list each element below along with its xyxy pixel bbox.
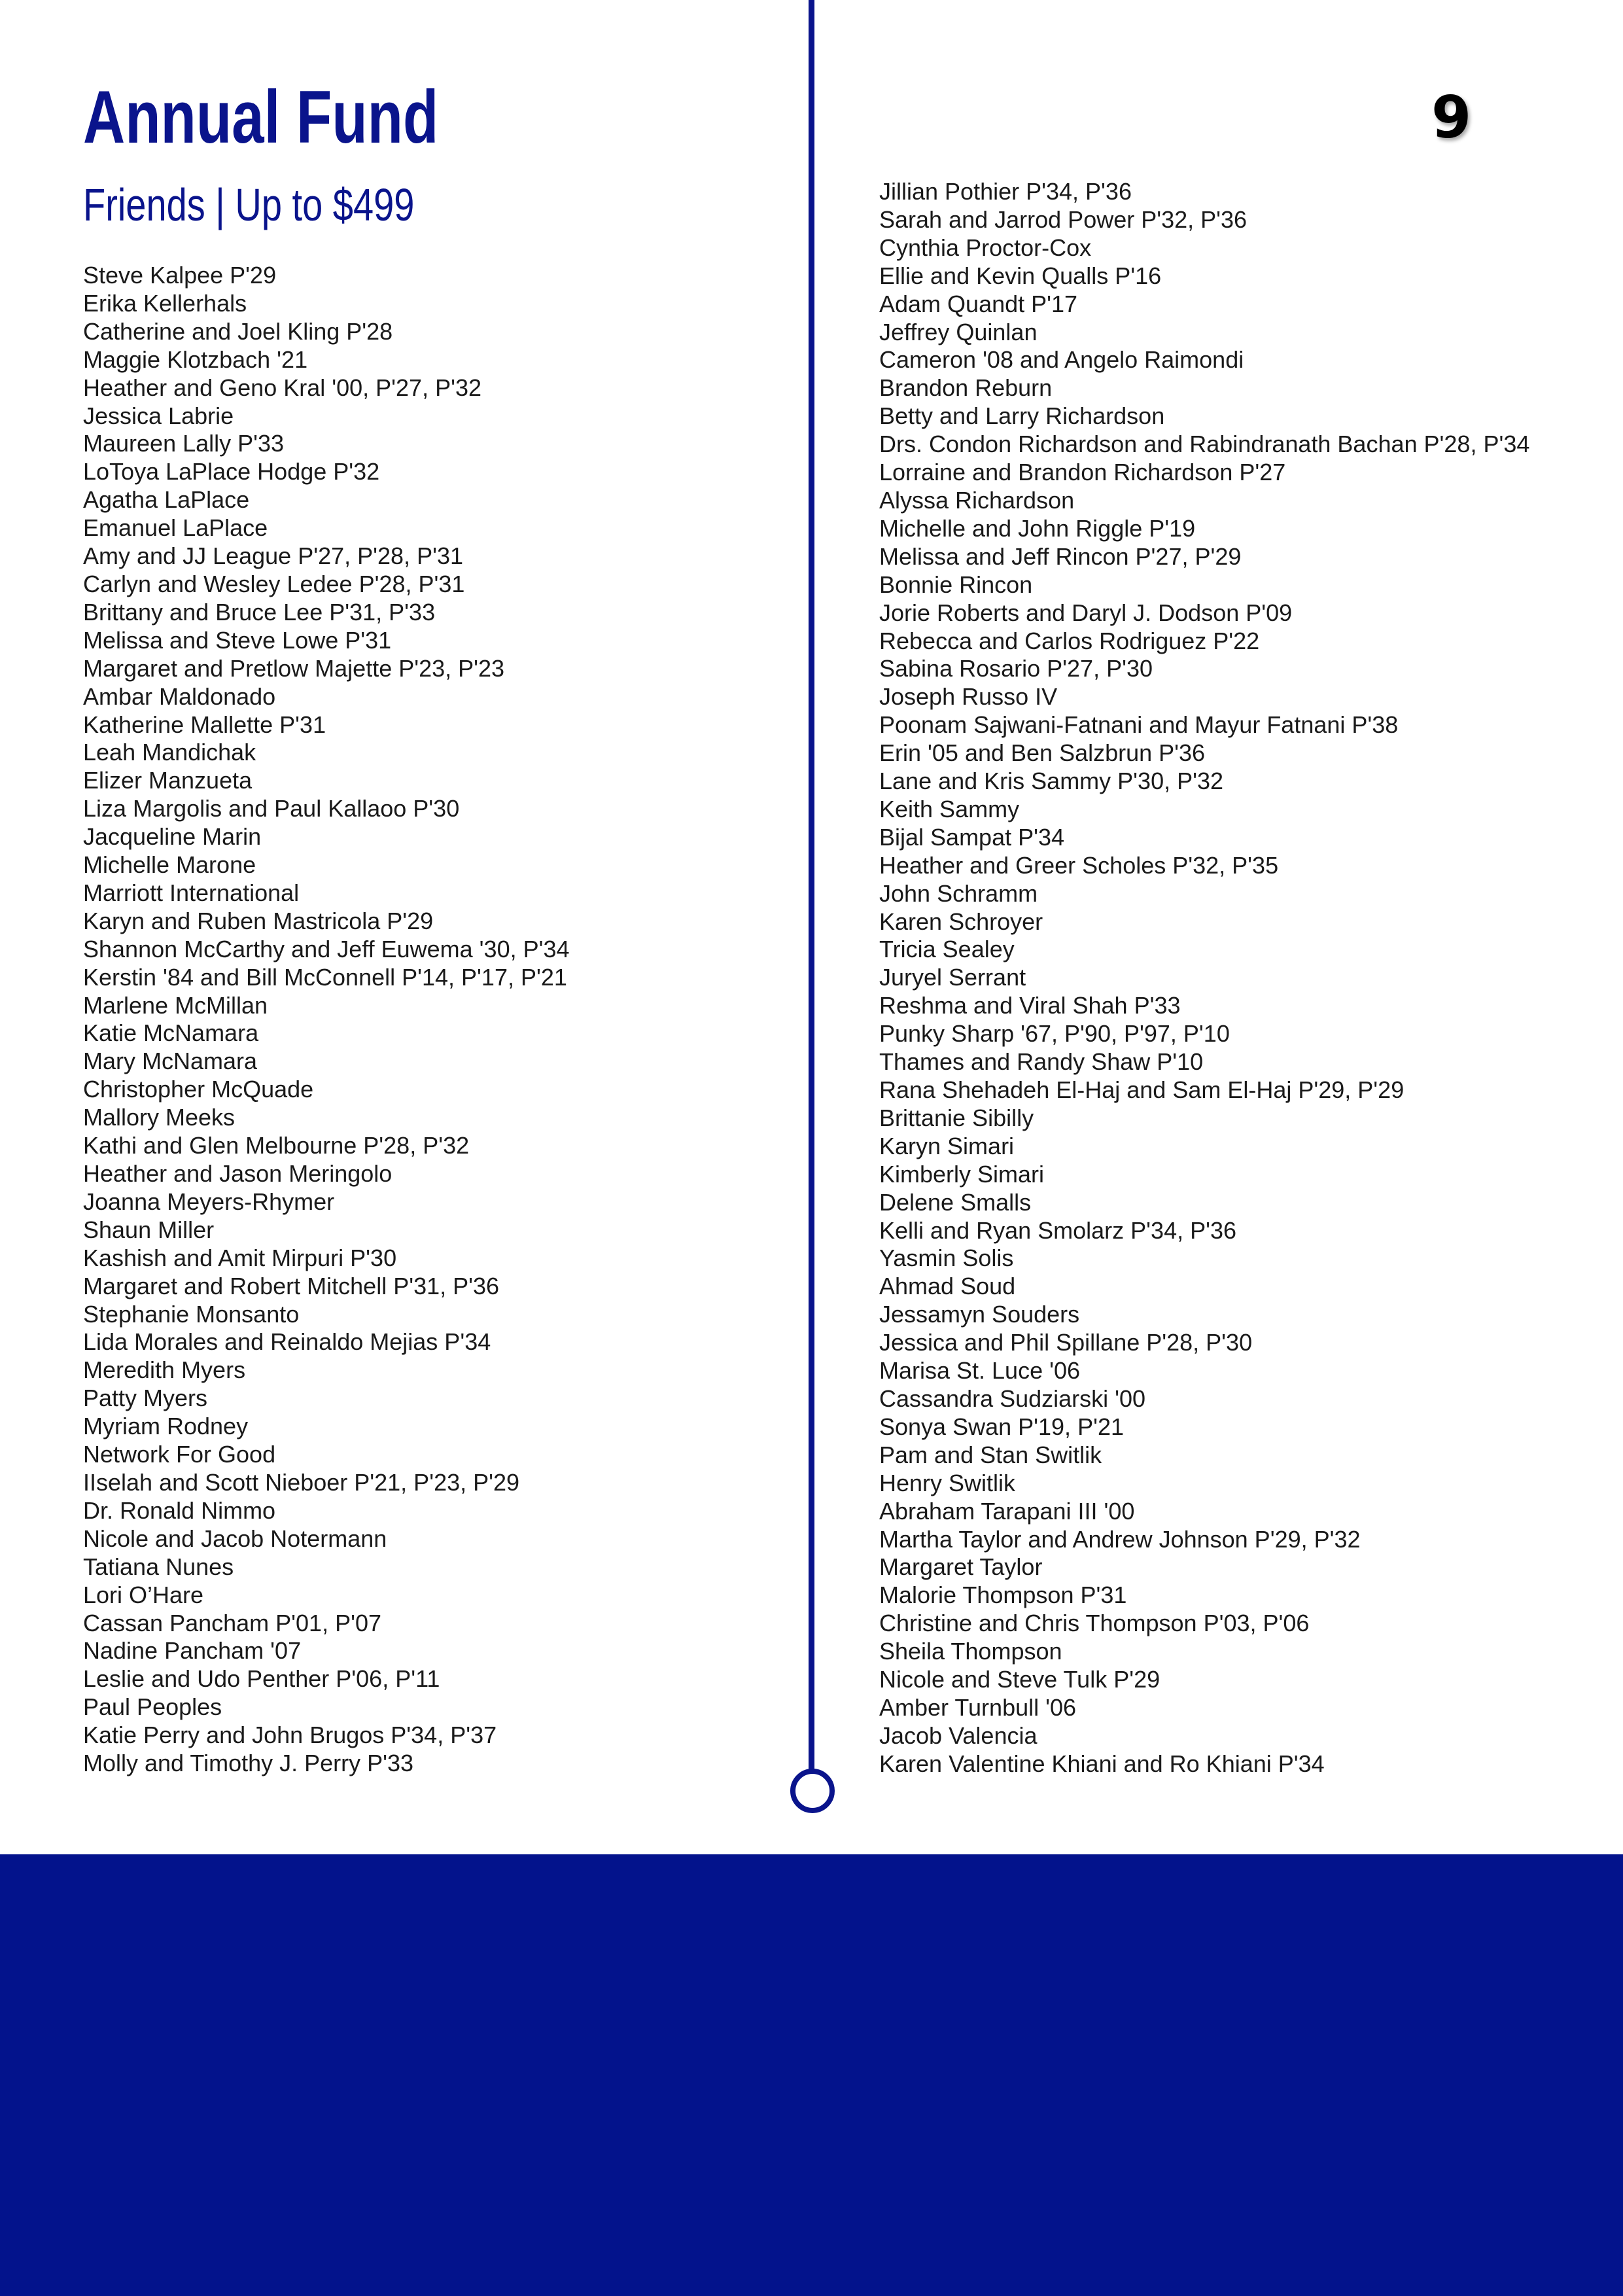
donor-name: Cameron '08 and Angelo Raimondi — [879, 346, 1244, 374]
donor-name: Thames and Randy Shaw P'10 — [879, 1048, 1204, 1076]
donor-name: Nicole and Steve Tulk P'29 — [879, 1666, 1161, 1693]
donor-name: Kelli and Ryan Smolarz P'34, P'36 — [879, 1216, 1237, 1244]
donor-name: Steve Kalpee P'29 — [83, 262, 277, 289]
donor-name: Amy and JJ League P'27, P'28, P'31 — [83, 542, 463, 570]
donor-name: Amber Turnbull '06 — [879, 1693, 1077, 1721]
donor-name: Mallory Meeks — [83, 1104, 236, 1131]
donor-name: Melissa and Steve Lowe P'31 — [83, 626, 392, 654]
donor-name: Karyn Simari — [879, 1132, 1015, 1159]
donor-name: LoToya LaPlace Hodge P'32 — [83, 458, 380, 486]
donor-name: Emanuel LaPlace — [83, 514, 268, 542]
donor-name: Maggie Klotzbach '21 — [83, 345, 308, 373]
donor-name: Marlene McMillan — [83, 991, 268, 1019]
donor-name: Leslie and Udo Penther P'06, P'11 — [83, 1665, 440, 1693]
donor-name: Sarah and Jarrod Power P'32, P'36 — [879, 205, 1248, 233]
donor-name: John Schramm — [879, 879, 1038, 907]
section-subtitle: Friends | Up to $499 — [83, 179, 415, 230]
donor-name: Rebecca and Carlos Rodriguez P'22 — [879, 627, 1260, 654]
donor-name: Patty Myers — [83, 1385, 208, 1412]
donor-name: Cassan Pancham P'01, P'07 — [83, 1609, 382, 1636]
donor-name: Kashish and Amit Mirpuri P'30 — [83, 1244, 397, 1271]
donor-name: Heather and Jason Meringolo — [83, 1160, 393, 1187]
donor-name: Jillian Pothier P'34, P'36 — [879, 178, 1132, 205]
donor-name: Jorie Roberts and Daryl J. Dodson P'09 — [879, 599, 1293, 626]
donor-name: Yasmin Solis — [879, 1245, 1014, 1272]
donor-name: Lori O’Hare — [83, 1581, 204, 1608]
donor-name: Brandon Reburn — [879, 374, 1053, 402]
donor-name: Stephanie Monsanto — [83, 1300, 300, 1328]
donor-name: Brittany and Bruce Lee P'31, P'33 — [83, 598, 436, 626]
donor-name: Ellie and Kevin Qualls P'16 — [879, 262, 1162, 289]
donor-name: Melissa and Jeff Rincon P'27, P'29 — [879, 542, 1242, 570]
donor-name: Sheila Thompson — [879, 1638, 1062, 1665]
donor-name: Heather and Geno Kral '00, P'27, P'32 — [83, 374, 482, 401]
donor-name: Agatha LaPlace — [83, 486, 250, 514]
donor-name: Joseph Russo IV — [879, 683, 1058, 711]
donor-name: Cassandra Sudziarski '00 — [879, 1385, 1146, 1412]
donor-name: Shannon McCarthy and Jeff Euwema '30, P'34 — [83, 935, 570, 963]
donor-list-right-column — [879, 178, 1529, 1778]
page-number: 9 — [1431, 84, 1472, 151]
donor-name: Kerstin '84 and Bill McConnell P'14, P'17, P'21 — [83, 963, 567, 991]
donor-name: Christopher McQuade — [83, 1076, 314, 1103]
donor-name: Nicole and Jacob Notermann — [83, 1525, 387, 1552]
donor-name: Karen Valentine Khiani and Ro Khiani P'34 — [879, 1750, 1325, 1777]
donor-name: Carlyn and Wesley Ledee P'28, P'31 — [83, 570, 465, 597]
donor-name: Juryel Serrant — [879, 964, 1026, 991]
donor-name: Jacob Valencia — [879, 1722, 1038, 1749]
donor-name: Marisa St. Luce '06 — [879, 1357, 1081, 1385]
donor-name: Bonnie Rincon — [879, 571, 1033, 598]
donor-name: Katherine Mallette P'31 — [83, 711, 326, 738]
donor-name: Joanna Meyers-Rhymer — [83, 1188, 335, 1215]
donor-name: Pam and Stan Switlik — [879, 1441, 1102, 1468]
donor-name: Erika Kellerhals — [83, 289, 247, 317]
donor-name: Leah Mandichak — [83, 739, 256, 766]
donor-name: Jessica and Phil Spillane P'28, P'30 — [879, 1329, 1253, 1356]
donor-name: Ambar Maldonado — [83, 682, 276, 710]
donor-list-left-column — [83, 262, 570, 1778]
donor-name: Nadine Pancham '07 — [83, 1637, 302, 1665]
donor-name: Betty and Larry Richardson — [879, 402, 1165, 430]
donor-name: Maureen Lally P'33 — [83, 430, 285, 457]
donor-name: Reshma and Viral Shah P'33 — [879, 992, 1181, 1019]
donor-name: Paul Peoples — [83, 1693, 222, 1721]
donor-name: Keith Sammy — [879, 795, 1020, 822]
donor-name: Erin '05 and Ben Salzbrun P'36 — [879, 739, 1206, 767]
donor-name: Network For Good — [83, 1441, 276, 1468]
donor-name: Adam Quandt P'17 — [879, 290, 1078, 317]
donor-name: Kathi and Glen Melbourne P'28, P'32 — [83, 1132, 470, 1159]
donor-name: Karyn and Ruben Mastricola P'29 — [83, 907, 434, 934]
donor-name: Molly and Timothy J. Perry P'33 — [83, 1750, 414, 1777]
donor-name: Michelle and John Riggle P'19 — [879, 514, 1196, 542]
donor-name: Jacqueline Marin — [83, 823, 262, 851]
donor-name: Jessamyn Souders — [879, 1301, 1080, 1328]
donor-name: Ahmad Soud — [879, 1273, 1016, 1300]
donor-name: Rana Shehadeh El-Haj and Sam El-Haj P'29, P'29 — [879, 1076, 1405, 1103]
donor-name: Bijal Sampat P'34 — [879, 823, 1065, 851]
donor-name: Henry Switlik — [879, 1469, 1016, 1496]
donor-name: Katie McNamara — [83, 1019, 259, 1047]
donor-name: Drs. Condon Richardson and Rabindranath Bachan P'28, P'34 — [879, 431, 1530, 458]
donor-name: Cynthia Proctor-Cox — [879, 234, 1092, 261]
donor-name: Elizer Manzueta — [83, 767, 253, 794]
donor-name: Punky Sharp '67, P'90, P'97, P'10 — [879, 1020, 1230, 1048]
donor-name: Alyssa Richardson — [879, 486, 1075, 514]
donor-name: Delene Smalls — [879, 1188, 1032, 1216]
donor-name: IIselah and Scott Nieboer P'21, P'23, P'29 — [83, 1468, 520, 1496]
donor-name: Dr. Ronald Nimmo — [83, 1496, 276, 1524]
donor-name: Margaret Taylor — [879, 1553, 1043, 1581]
donor-name: Jessica Labrie — [83, 402, 234, 429]
donor-name: Margaret and Pretlow Majette P'23, P'23 — [83, 654, 505, 682]
donor-name: Sabina Rosario P'27, P'30 — [879, 655, 1153, 682]
donor-name: Lorraine and Brandon Richardson P'27 — [879, 459, 1286, 486]
timeline-end-circle — [790, 1769, 835, 1813]
donor-name: Heather and Greer Scholes P'32, P'35 — [879, 851, 1279, 879]
donor-name: Katie Perry and John Brugos P'34, P'37 — [83, 1722, 497, 1749]
donor-name: Lane and Kris Sammy P'30, P'32 — [879, 768, 1224, 795]
donor-name: Sonya Swan P'19, P'21 — [879, 1413, 1124, 1440]
donor-name: Mary McNamara — [83, 1048, 258, 1075]
donor-name: Michelle Marone — [83, 851, 256, 879]
timeline-divider-line — [809, 0, 814, 1769]
donor-name: Christine and Chris Thompson P'03, P'06 — [879, 1610, 1310, 1637]
footer-color-band — [0, 1854, 1623, 2296]
donor-name: Tatiana Nunes — [83, 1553, 234, 1580]
donor-name: Margaret and Robert Mitchell P'31, P'36 — [83, 1272, 500, 1299]
page-title: Annual Fund — [83, 76, 439, 159]
donor-name: Liza Margolis and Paul Kallaoo P'30 — [83, 795, 460, 822]
donor-name: Poonam Sajwani-Fatnani and Mayur Fatnani P'38 — [879, 711, 1399, 739]
donor-name: Shaun Miller — [83, 1216, 215, 1243]
donor-name: Jeffrey Quinlan — [879, 318, 1038, 345]
donor-name: Brittanie Sibilly — [879, 1104, 1034, 1131]
donor-name: Kimberly Simari — [879, 1160, 1045, 1188]
donor-name: Tricia Sealey — [879, 936, 1015, 963]
donor-name: Karen Schroyer — [879, 908, 1043, 935]
donor-name: Marriott International — [83, 879, 300, 906]
donor-name: Martha Taylor and Andrew Johnson P'29, P'32 — [879, 1525, 1361, 1553]
donor-name: Malorie Thompson P'31 — [879, 1581, 1127, 1609]
donor-name: Lida Morales and Reinaldo Mejias P'34 — [83, 1328, 491, 1356]
donor-name: Meredith Myers — [83, 1356, 246, 1384]
donor-name: Myriam Rodney — [83, 1413, 249, 1440]
donor-name: Catherine and Joel Kling P'28 — [83, 317, 393, 345]
donor-name: Abraham Tarapani III '00 — [879, 1497, 1135, 1525]
